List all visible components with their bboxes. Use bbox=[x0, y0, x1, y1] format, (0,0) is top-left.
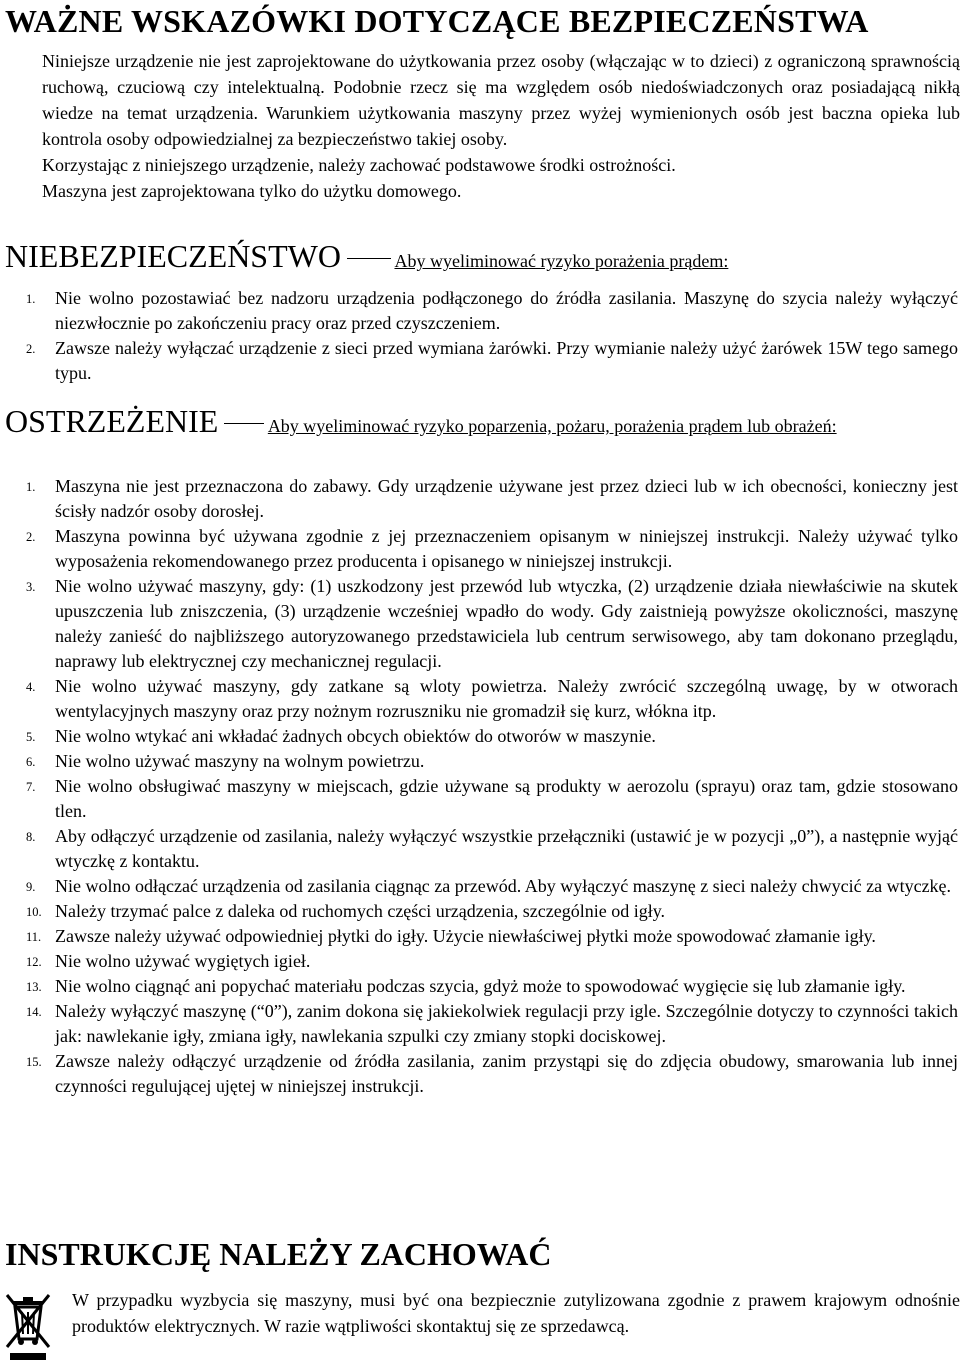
intro-paragraph-2: Korzystając z niniejszego urządzenie, należy zachować podstawowe środki ostrożności. bbox=[42, 155, 676, 175]
item-number: 5. bbox=[26, 730, 36, 744]
list-item bbox=[0, 574, 960, 674]
item-number: 1. bbox=[26, 292, 36, 306]
warning-list bbox=[0, 474, 960, 1099]
item-number: 6. bbox=[26, 755, 36, 769]
item-number: 13. bbox=[26, 980, 42, 994]
item-text: Nie wolno obsługiwać maszyny w miejscach, gdzie używane są produkty w aerozolu (sprayu) oraz tam, gdzie stosowano tlen. bbox=[55, 776, 958, 821]
list-item bbox=[0, 874, 960, 899]
heading-rule bbox=[347, 258, 391, 259]
list-item bbox=[0, 524, 960, 574]
item-number: 11. bbox=[26, 930, 42, 944]
list-item bbox=[0, 949, 960, 974]
list-item bbox=[0, 774, 960, 824]
item-text: Maszyna powinna być używana zgodnie z jej przeznaczeniem opisanym w niniejszej instrukcji. Należy używać tylko wyposażenia rekomendowanego przez producenta i opisanego w niniejszej instrukcji. bbox=[55, 526, 958, 571]
item-text: Zawsze należy używać odpowiedniej płytki do igły. Użycie niewłaściwej płytki może spowodować złamanie igły. bbox=[55, 926, 876, 946]
item-text: Zawsze należy odłączyć urządzenie od źródła zasilania, zanim przystąpi się do zdjęcia obudowy, smarowania lub innej czynności regulującej ujętej w niniejszej instrukcji. bbox=[55, 1051, 958, 1096]
item-number: 15. bbox=[26, 1055, 42, 1069]
crossed-out-wheelie-bin-icon bbox=[4, 1289, 52, 1361]
danger-heading: NIEBEZPIECZEŃSTWO bbox=[5, 238, 341, 274]
warning-heading-row bbox=[5, 404, 960, 439]
item-number: 4. bbox=[26, 680, 36, 694]
intro-section bbox=[42, 48, 960, 204]
warning-heading: OSTRZEŻENIE bbox=[5, 403, 219, 439]
item-text: Aby odłączyć urządzenie od zasilania, należy wyłączyć wszystkie przełączniki (ustawić je w pozycji „0”), a następnie wyjąć wtyczkę z kontaktu. bbox=[55, 826, 958, 871]
list-item bbox=[0, 1049, 960, 1099]
item-text: Nie wolno używać wygiętych igieł. bbox=[55, 951, 311, 971]
item-number: 2. bbox=[26, 530, 36, 544]
list-item bbox=[0, 824, 960, 874]
item-text: Nie wolno używać maszyny, gdy zatkane są wloty powietrza. Należy zwrócić szczególną uwagę, by w otworach wentylacyjnych maszyny oraz przy nożnym rozruszniku nie gromadził się kurz, włókna itp. bbox=[55, 676, 958, 721]
list-item bbox=[0, 974, 960, 999]
list-item bbox=[0, 474, 960, 524]
item-text: Maszyna nie jest przeznaczona do zabawy. Gdy urządzenie używane jest przez dzieci lub w ich obecności, konieczny jest ścisły nadzór osoby dorosłej. bbox=[55, 476, 958, 521]
item-number: 8. bbox=[26, 830, 36, 844]
item-number: 2. bbox=[26, 342, 36, 356]
heading-rule bbox=[224, 423, 264, 424]
item-text: Nie wolno używać maszyny, gdy: (1) uszkodzony jest przewód lub wtyczka, (2) urządzenie działa niewłaściwie na skutek upuszczenia lub zniszczenia, (3) urządzenie wcześniej wpadło do wody. Gdy zaistnieją powyższe okoliczności, maszynę należy zanieść do najbliższego autoryzowanego przedstawiciela lub centrum serwisowego, aby tam dokonano przeglądu, naprawy lub elektrycznej czy mechanicznej regulacji. bbox=[55, 576, 958, 671]
list-item bbox=[0, 749, 960, 774]
item-number: 7. bbox=[26, 780, 36, 794]
item-text: Nie wolno pozostawiać bez nadzoru urządzenia podłączonego do źródła zasilania. Maszynę do szycia należy wyłączyć niezwłocznie po zakończeniu pracy oraz przed czyszczeniem. bbox=[55, 288, 958, 333]
item-number: 12. bbox=[26, 955, 42, 969]
danger-heading-row bbox=[5, 239, 728, 274]
warning-subheading: Aby wyeliminować ryzyko poparzenia, pożaru, porażenia prądem lub obrażeń: bbox=[267, 416, 837, 436]
list-item bbox=[0, 674, 960, 724]
keep-instructions-heading: INSTRUKCJĘ NALEŻY ZACHOWAĆ bbox=[5, 1236, 552, 1272]
item-text: Nie wolno używać maszyny na wolnym powietrzu. bbox=[55, 751, 425, 771]
danger-list bbox=[0, 286, 960, 386]
list-item bbox=[0, 286, 960, 336]
list-item bbox=[0, 336, 960, 386]
list-item bbox=[0, 899, 960, 924]
intro-paragraph-3: Maszyna jest zaprojektowana tylko do użytku domowego. bbox=[42, 181, 462, 201]
item-text: Należy wyłączyć maszynę (“0”), zanim dokona się jakiekolwiek regulacji przy igle. Szczególnie dotyczy to czynności takich jak: nawlekanie igły, zmiana igły, nawlekania szpulki czy zmiany stopki dociskowej. bbox=[55, 1001, 958, 1046]
item-text: Nie wolno odłączać urządzenia od zasilania ciągnąc za przewód. Aby wyłączyć maszynę z sieci należy chwycić za wtyczkę. bbox=[55, 876, 952, 896]
item-number: 14. bbox=[26, 1005, 42, 1019]
item-text: Zawsze należy wyłączać urządzenie z sieci przed wymiana żarówki. Przy wymianie należy użyć żarówek 15W tego samego typu. bbox=[55, 338, 958, 383]
list-item bbox=[0, 999, 960, 1049]
page-title: WAŻNE WSKAZÓWKI DOTYCZĄCE BEZPIECZEŃSTWA bbox=[5, 3, 869, 39]
item-number: 3. bbox=[26, 580, 36, 594]
item-number: 1. bbox=[26, 480, 36, 494]
item-text: Nie wolno wtykać ani wkładać żadnych obcych obiektów do otworów w maszynie. bbox=[55, 726, 656, 746]
item-text: Należy trzymać palce z daleka od ruchomych części urządzenia, szczególnie od igły. bbox=[55, 901, 666, 921]
item-number: 10. bbox=[26, 905, 42, 919]
intro-paragraph-1: Niniejsze urządzenie nie jest zaprojektowane do użytkowania przez osoby (włączając w to dzieci) z ograniczoną sprawnością ruchową, czuciową czy intelektualną. Podobnie rzecz się ma względem osób niedoświadczonych oraz posiadającą nikłą wiedze na temat urządzenia. Warunkiem użytkowania maszyny przez wyżej wymienionych osób jest baczna opieka lub kontrola osoby odpowiedzialnej za bezpieczeństwo takiej osoby. bbox=[42, 51, 960, 149]
list-item bbox=[0, 924, 960, 949]
disposal-text: W przypadku wyzbycia się maszyny, musi być ona bezpiecznie zutylizowana zgodnie z prawem krajowym odnośnie produktów elektrycznych. W razie wątpliwości skontaktuj się ze sprzedawcą. bbox=[72, 1290, 960, 1336]
item-number: 9. bbox=[26, 880, 36, 894]
danger-subheading: Aby wyeliminować ryzyko porażenia prądem: bbox=[394, 251, 729, 271]
list-item bbox=[0, 724, 960, 749]
item-text: Nie wolno ciągnąć ani popychać materiału podczas szycia, gdyż może to spowodować wygięcie się lub złamanie igły. bbox=[55, 976, 906, 996]
